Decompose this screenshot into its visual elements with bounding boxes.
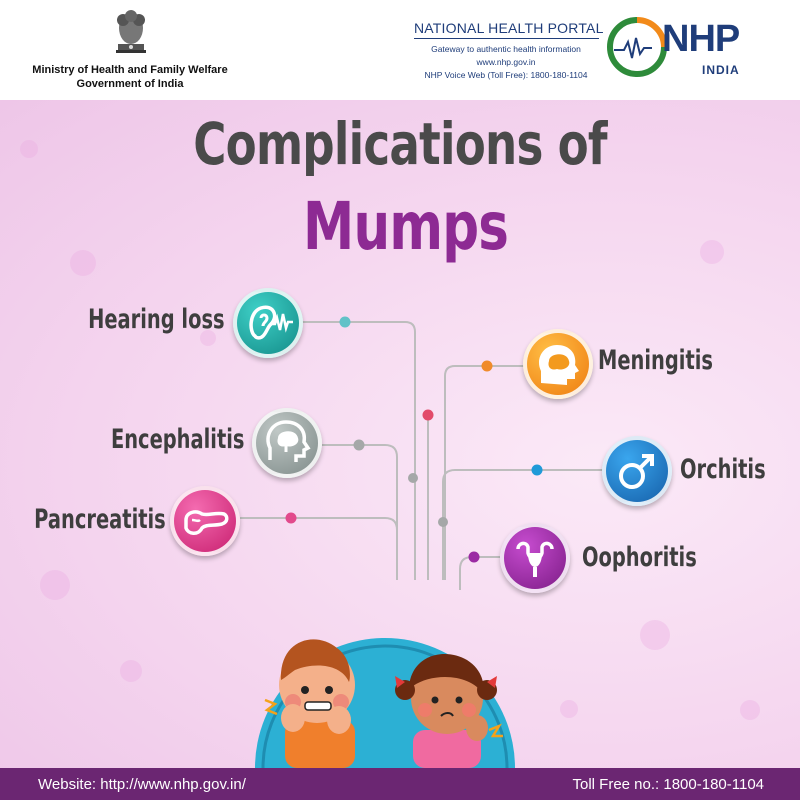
- orchitis-icon-badge: [602, 436, 672, 506]
- oophoritis-connector-dot: [469, 552, 480, 563]
- orchitis-label: Orchitis: [680, 454, 766, 485]
- encephalitis-label: Encephalitis: [110, 424, 244, 455]
- footer: [0, 768, 800, 800]
- portal-title-divider: [414, 38, 599, 39]
- center-connector-dot: [423, 410, 434, 421]
- oophoritis-label: Oophoritis: [582, 542, 697, 573]
- head-brain-icon: [256, 412, 318, 474]
- portal-voice-number: NHP Voice Web (Toll Free): 1800-180-1104: [424, 70, 588, 80]
- portal-tagline: Gateway to authentic health information: [431, 44, 581, 54]
- center-connector-dot: [408, 473, 418, 483]
- nhp-logo-text: NHP: [662, 18, 740, 60]
- main-content: [0, 100, 800, 768]
- meningitis-connector-dot: [482, 361, 493, 372]
- government-name: Government of India: [76, 78, 184, 90]
- head-brain-icon: [527, 333, 589, 395]
- center-connector-dot: [438, 517, 448, 527]
- oophoritis-icon-badge: [500, 523, 570, 593]
- title-line-2: Mumps: [303, 188, 509, 265]
- encephalitis-icon-badge: [252, 408, 322, 478]
- ear-soundwave-icon: [237, 292, 299, 354]
- footer-website-link[interactable]: Website: http://www.nhp.gov.in/: [38, 776, 246, 793]
- nhp-logo-icon: [604, 14, 670, 80]
- male-symbol-icon: [606, 440, 668, 502]
- portal-url: www.nhp.gov.in: [476, 57, 536, 67]
- pancreatitis-label: Pancreatitis: [34, 504, 166, 535]
- hearing-loss-connector-dot: [340, 317, 351, 328]
- pancreatitis-connector-dot: [286, 513, 297, 524]
- orchitis-connector-dot: [532, 465, 543, 476]
- ministry-name: Ministry of Health and Family Welfare: [32, 64, 228, 76]
- nhp-logo-country: INDIA: [702, 63, 740, 77]
- uterus-icon: [504, 527, 566, 589]
- header: [0, 0, 800, 100]
- hearing-loss-label: Hearing loss: [88, 304, 225, 335]
- national-emblem-icon: [108, 6, 154, 56]
- pancreatitis-icon-badge: [170, 486, 240, 556]
- hearing-loss-icon-badge: [233, 288, 303, 358]
- meningitis-label: Meningitis: [598, 345, 713, 376]
- portal-title: NATIONAL HEALTH PORTAL: [414, 20, 604, 36]
- footer-toll-free-number: Toll Free no.: 1800-180-1104: [572, 776, 764, 793]
- meningitis-icon-badge: [523, 329, 593, 399]
- pancreas-icon: [174, 490, 236, 552]
- encephalitis-connector-dot: [354, 440, 365, 451]
- title-line-1: Complications of: [193, 110, 607, 178]
- sick-children-illustration: [255, 590, 515, 768]
